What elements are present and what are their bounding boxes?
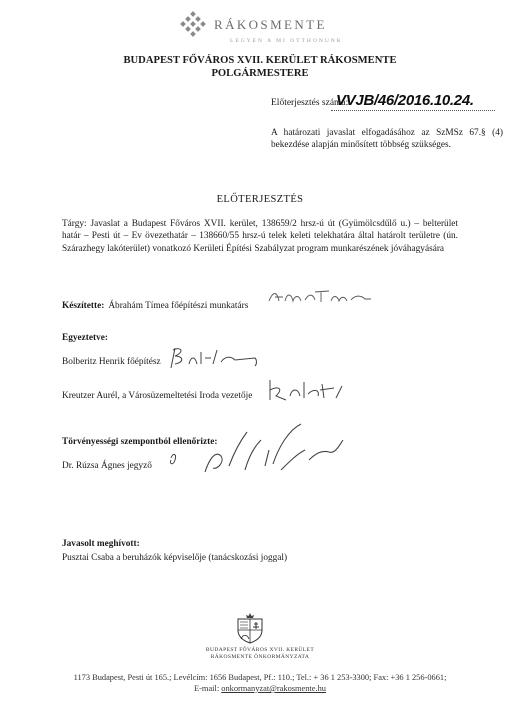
footer-email-link[interactable]: onkormanyzat@rakosmente.hu [221,684,326,693]
signature-kreutzer [262,376,352,406]
signature-abraham [265,285,377,309]
signature-ruzsa [165,410,355,480]
legality-label: Törvényességi szempontból ellenőrizte: [62,437,218,447]
agreed-label: Egyeztetve: [62,333,108,343]
invited-person: Pusztai Csaba a beruházók képviselője (tanácskozási joggal) [62,553,288,563]
footer-office-line-1: BUDAPEST FŐVÁROS XVII. KERÜLET [205,647,315,653]
agreed-person-1: Bolberitz Henrik főépítész [62,357,161,367]
invited-label: Javasolt meghívott: [62,539,140,549]
document-title: ELŐTERJESZTÉS [216,194,304,205]
issuing-office [0,54,520,80]
agreed-person-2: Kreutzer Aurél, a Városüzemeltetési Iroda vezetője [62,391,253,401]
office-line-2: POLGÁRMESTERE [211,68,309,79]
majority-note: A határozati javaslat elfogadásához az SzMSz 67.§ (4) bekezdése alapján minősített többség szükséges. [271,128,503,151]
subject-paragraph: Tárgy: Javaslat a Budapest Főváros XVII. kerület, 138659/2 hrsz-ú út (Gyümölcsdűlő u.) – belterület határ – Pesti út – Ev övezethatár – 138660/55 hrsz-ú telek keleti telekhatára által határolt területre (ún. Szárazhegy lakóterület) vonatkozó Kerületi Építési Szabályzat program munkarészének jóváhagyására [62,219,458,254]
footer-address: 1173 Budapest, Pesti út 165.; Levélcím: 1656 Budapest, Pf.: 110.; Tel.: + 36 1 253-3300; Fax: +36 1 256-0661; [73,673,447,682]
prepared-by-row [62,295,248,313]
footer-email-label: E-mail: [194,684,220,693]
proposal-number-value: VVJB/46/2016.10.24. [336,92,474,109]
brand-name: RÁKOSMENTE [214,17,327,32]
brand-tagline: LEGYEN A MI OTTHONUNK [230,38,343,44]
footer-office-line-2: RÁKOSMENTE ÖNKORMÁNYZATA [210,654,310,660]
prepared-by-label: Készítette: [62,301,105,311]
office-line-1: BUDAPEST FŐVÁROS XVII. KERÜLET RÁKOSMENTE [123,55,397,66]
prepared-by-name: Ábrahám Tímea főépítészi munkatárs [108,301,249,311]
footer-email-row [0,684,520,693]
footer-office [0,647,520,661]
proposal-number-label: Előterjesztés száma: [271,98,349,108]
proposal-number-underline [331,110,495,111]
signature-bolberitz [165,344,265,374]
rakosmente-logo-icon [180,11,206,37]
coat-of-arms-icon [232,612,268,644]
legality-person: Dr. Rúzsa Ágnes jegyző [62,461,152,471]
